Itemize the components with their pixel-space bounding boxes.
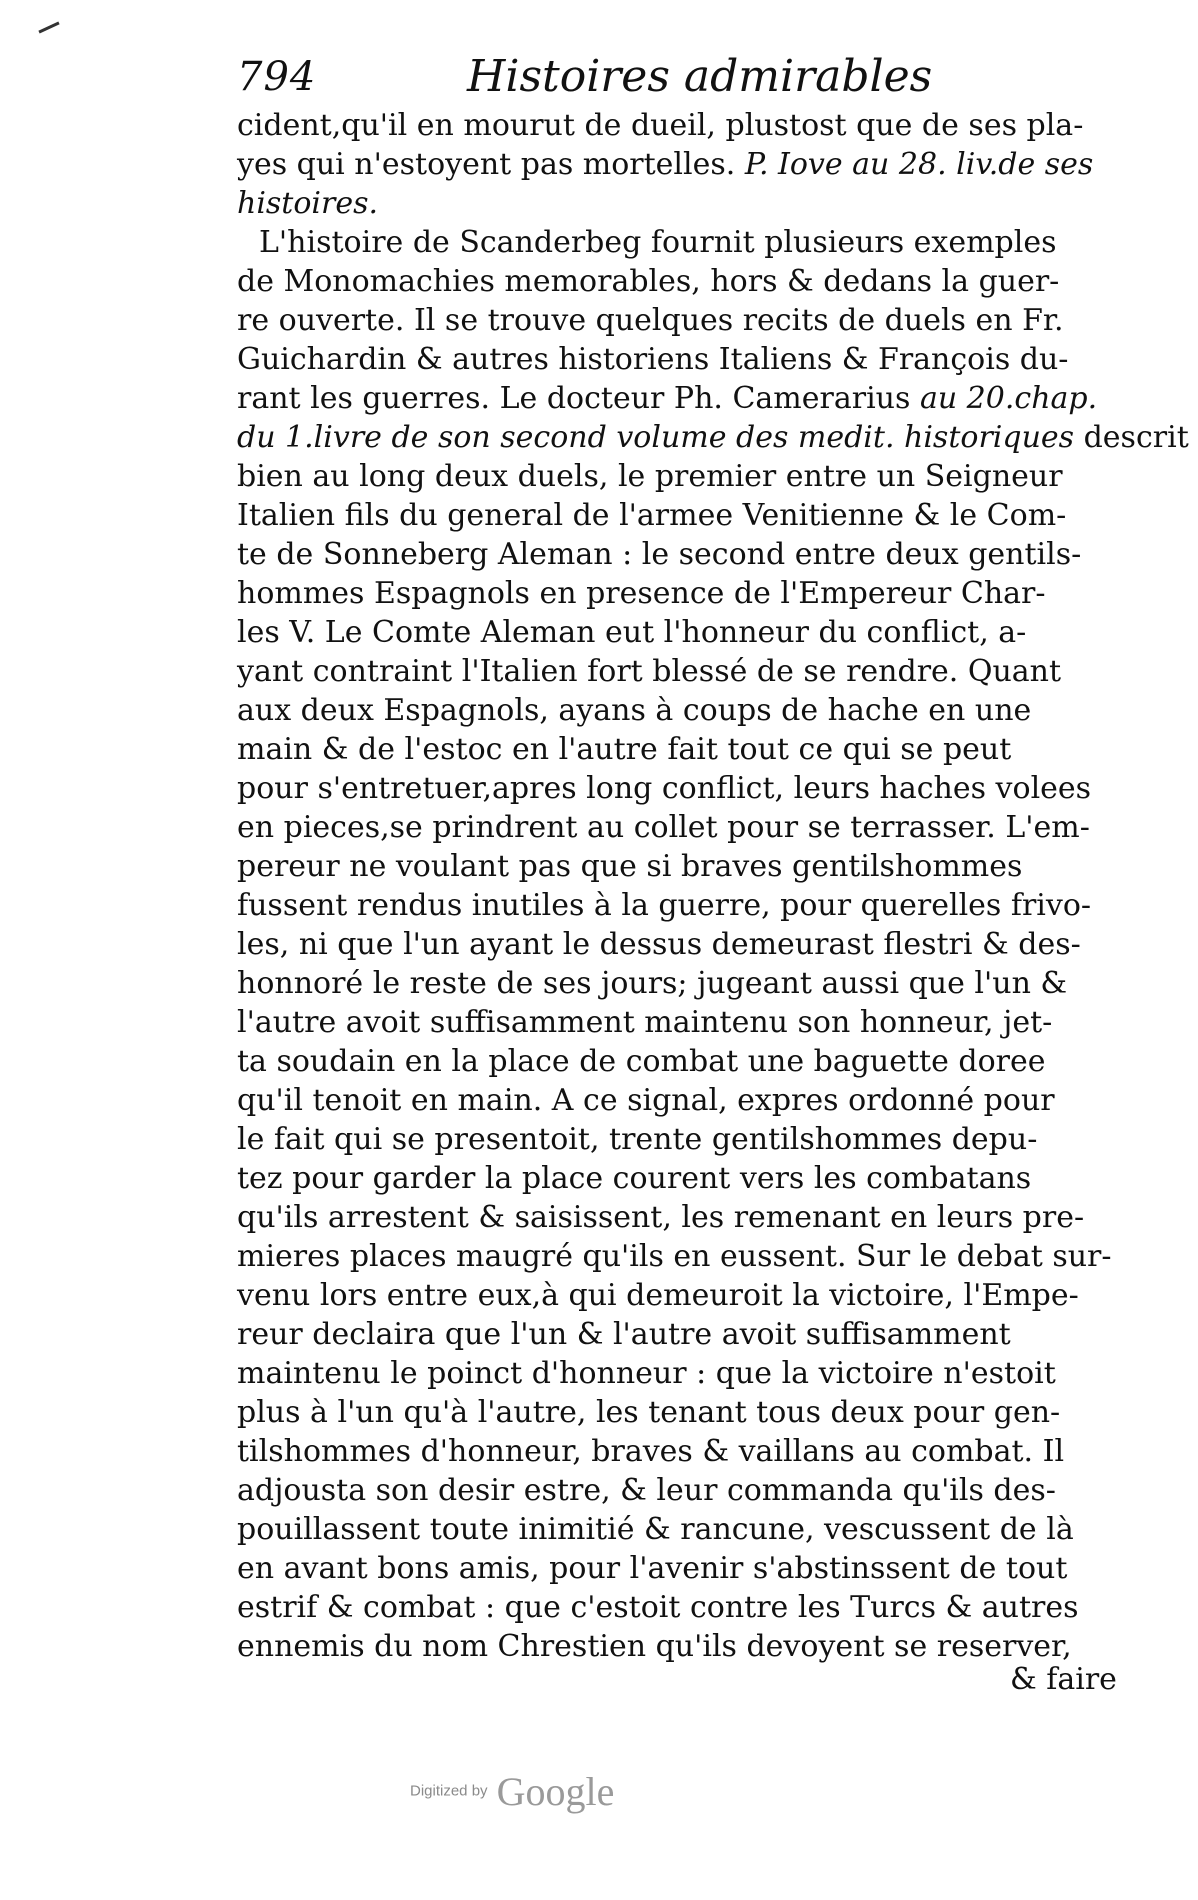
- text-line: [237, 574, 1117, 613]
- line-text: hommes Espagnols en presence de l'Empereur Char-: [237, 576, 1046, 611]
- text-line: [237, 1549, 1117, 1588]
- text-line: [237, 769, 1117, 808]
- line-text: ennemis du nom Chrestien qu'ils devoyent se reserver,: [237, 1629, 1072, 1664]
- line-text: fussent rendus inutiles à la guerre, pour querelles frivo-: [237, 888, 1092, 923]
- line-text: ta soudain en la place de combat une baguette doree: [237, 1044, 1046, 1079]
- text-line: [237, 1393, 1117, 1432]
- line-text: yant contraint l'Italien fort blessé de se rendre. Quant: [237, 654, 1062, 689]
- line-text: tilshommes d'honneur, braves & vaillans au combat. Il: [237, 1434, 1065, 1469]
- google-logo: Google: [496, 1768, 615, 1814]
- running-title: Histoires admirables: [467, 51, 933, 102]
- line-text-after: descrit: [1074, 420, 1189, 455]
- text-line: [237, 1471, 1117, 1510]
- line-text: main & de l'estoc en l'autre fait tout ce qui se peut: [237, 732, 1012, 767]
- line-text: L'histoire de Scanderbeg fournit plusieurs exemples: [259, 225, 1057, 260]
- page-number: 794: [237, 54, 317, 100]
- line-text: re ouverte. Il se trouve quelques recits de duels en Fr.: [237, 303, 1064, 338]
- text-line: [237, 1276, 1117, 1315]
- line-text: honnoré le reste de ses jours; jugeant aussi que l'un &: [237, 966, 1068, 1001]
- text-line: [237, 340, 1117, 379]
- line-text: de Monomachies memorables, hors & dedans la guer-: [237, 264, 1060, 299]
- text-line: [237, 1198, 1117, 1237]
- text-line: [237, 808, 1117, 847]
- line-text: plus à l'un qu'à l'autre, les tenant tous deux pour gen-: [237, 1395, 1061, 1430]
- text-line: [237, 730, 1117, 769]
- line-text: estrif & combat : que c'estoit contre les Turcs & autres: [237, 1590, 1079, 1625]
- text-line: [237, 1159, 1117, 1198]
- text-line: [237, 262, 1117, 301]
- text-line: [237, 301, 1117, 340]
- ink-mark: [38, 21, 59, 33]
- line-text: pereur ne voulant pas que si braves gentilshommes: [237, 849, 1023, 884]
- line-text: cident,qu'il en mourut de dueil, plustost que de ses pla-: [237, 108, 1084, 143]
- text-line: [237, 184, 1117, 223]
- text-line: [237, 457, 1117, 496]
- text-line: [237, 1588, 1117, 1627]
- running-header: [237, 42, 1017, 112]
- catchword: & faire: [1010, 1662, 1117, 1697]
- line-text: l'autre avoit suffisamment maintenu son honneur, jet-: [237, 1005, 1053, 1040]
- text-line: [237, 1042, 1117, 1081]
- line-text: adjousta son desir estre, & leur commanda qu'ils des-: [237, 1473, 1056, 1508]
- line-text: en avant bons amis, pour l'avenir s'abstinssent de tout: [237, 1551, 1068, 1586]
- text-line: [237, 1003, 1117, 1042]
- text-line: [237, 1081, 1117, 1120]
- line-citation: au 20.chap.: [919, 381, 1098, 416]
- line-text: reur declaira que l'un & l'autre avoit suffisamment: [237, 1317, 1011, 1352]
- line-text: tez pour garder la place courent vers les combatans: [237, 1161, 1032, 1196]
- text-line: [237, 106, 1117, 145]
- text-line: [237, 1120, 1117, 1159]
- digitized-label: Digitized by: [410, 1782, 488, 1800]
- line-citation: du 1.livre de son second volume des medit. historiques: [237, 420, 1075, 455]
- line-text: Guichardin & autres historiens Italiens & François du-: [237, 342, 1069, 377]
- line-text: pour s'entretuer,apres long conflict, leurs haches volees: [237, 771, 1092, 806]
- line-text: qu'il tenoit en main. A ce signal, expres ordonné pour: [237, 1083, 1055, 1118]
- text-line: [237, 1315, 1117, 1354]
- text-line: [237, 223, 1117, 262]
- line-text: rant les guerres. Le docteur Ph. Camerarius: [237, 381, 920, 416]
- line-text: les, ni que l'un ayant le dessus demeurast flestri & des-: [237, 927, 1081, 962]
- line-citation: histoires.: [237, 186, 379, 221]
- line-text: maintenu le poinct d'honneur : que la victoire n'estoit: [237, 1356, 1056, 1391]
- line-text: te de Sonneberg Aleman : le second entre deux gentils-: [237, 537, 1082, 572]
- line-text: le fait qui se presentoit, trente gentilshommes depu-: [237, 1122, 1038, 1157]
- text-line: [237, 1432, 1117, 1471]
- line-text: les V. Le Comte Aleman eut l'honneur du conflict, a-: [237, 615, 1027, 650]
- text-line: [237, 964, 1117, 1003]
- text-line: [237, 1237, 1117, 1276]
- text-line: [237, 1354, 1117, 1393]
- digitized-footer: [410, 1766, 614, 1816]
- line-citation: P. Iove au 28. liv.de ses: [744, 147, 1094, 182]
- line-text: aux deux Espagnols, ayans à coups de hache en une: [237, 693, 1032, 728]
- text-line: [237, 418, 1189, 457]
- line-text: mieres places maugré qu'ils en eussent. Sur le debat sur-: [237, 1239, 1112, 1274]
- text-line: [237, 691, 1117, 730]
- line-text: venu lors entre eux,à qui demeuroit la victoire, l'Empe-: [237, 1278, 1079, 1313]
- text-line: [237, 886, 1117, 925]
- body-text: [237, 106, 1189, 1666]
- text-line: [237, 847, 1117, 886]
- line-text: en pieces,se prindrent au collet pour se terrasser. L'em-: [237, 810, 1090, 845]
- text-line: [237, 535, 1117, 574]
- text-line: [237, 379, 1117, 418]
- text-line: [237, 613, 1117, 652]
- text-line: [237, 652, 1117, 691]
- text-line: [237, 496, 1117, 535]
- text-line: [237, 1510, 1117, 1549]
- line-text: qu'ils arrestent & saisissent, les remenant en leurs pre-: [237, 1200, 1085, 1235]
- line-text: Italien fils du general de l'armee Venitienne & le Com-: [237, 498, 1067, 533]
- line-text: pouillassent toute inimitié & rancune, vescussent de là: [237, 1512, 1074, 1547]
- line-text: yes qui n'estoyent pas mortelles.: [237, 147, 745, 182]
- line-text: bien au long deux duels, le premier entre un Seigneur: [237, 459, 1063, 494]
- text-line: [237, 925, 1117, 964]
- text-line: [237, 1627, 1117, 1666]
- text-line: [237, 145, 1117, 184]
